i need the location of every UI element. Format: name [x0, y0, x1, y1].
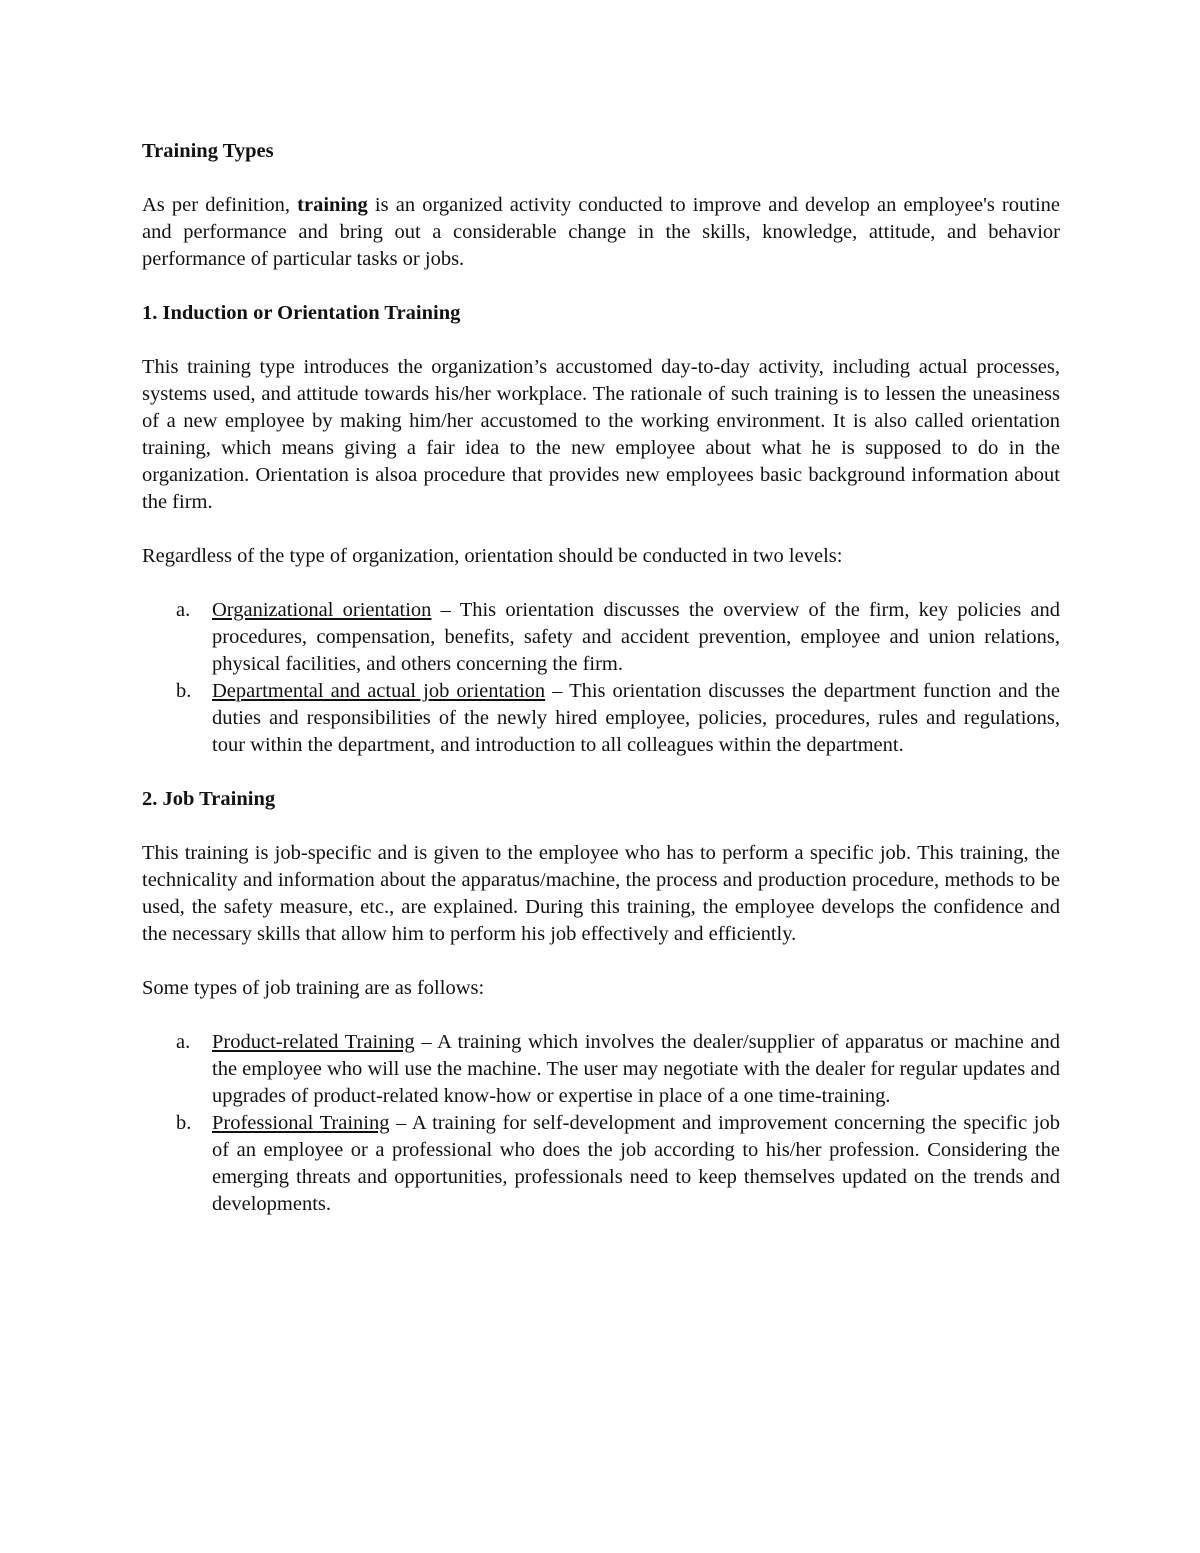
list-marker: b.	[176, 680, 192, 702]
job-training-types-list	[142, 1029, 1060, 1218]
intro-text-after: is an organized activity conducted to improve and develop an employee's routine and performance and bring out a considerable change in the skills, knowledge, attitude, and behavior performance of particular tasks or jobs.	[142, 194, 1060, 270]
list-item-term: Product-related Training	[212, 1031, 415, 1053]
orientation-levels-list	[142, 597, 1060, 759]
list-item	[142, 1110, 1060, 1218]
intro-text-before: As per definition,	[142, 194, 298, 216]
list-item-text: – A training for self-development and improvement concerning the specific job of an employee or a professional who does the job according to his/her profession. Considering the emerging threats and opportunities, professionals need to keep themselves updated on the trends and developments.	[212, 1112, 1060, 1215]
document-page	[142, 138, 1060, 1245]
section-1-heading: 1. Induction or Orientation Training	[142, 302, 461, 324]
document-title: Training Types	[142, 140, 274, 162]
list-item	[142, 597, 1060, 678]
list-marker: a.	[176, 599, 191, 621]
list-item-text: – A training which involves the dealer/supplier of apparatus or machine and the employee who will use the machine. The user may negotiate with the dealer for regular updates and upgrades of product-related know-how or expertise in place of a one time-training.	[212, 1031, 1060, 1107]
list-item	[142, 1029, 1060, 1110]
list-item-term: Professional Training	[212, 1112, 390, 1134]
section-2-paragraph: This training is job-specific and is given to the employee who has to perform a specific job. This training, the technicality and information about the apparatus/machine, the process and production procedure, methods to be used, the safety measure, etc., are explained. During this training, the employee develops the confidence and the necessary skills that allow him to perform his job effectively and efficiently.	[142, 842, 1060, 945]
section-1-paragraph: This training type introduces the organization’s accustomed day-to-day activity, including actual processes, systems used, and attitude towards his/her workplace. The rationale of such training is to lessen the uneasiness of a new employee by making him/her accustomed to the working environment. It is also called orientation training, which means giving a fair idea to the new employee about what he is supposed to do in the organization. Orientation is alsoa procedure that provides new employees basic background information about the firm.	[142, 356, 1060, 513]
section-2-types-intro: Some types of job training are as follows:	[142, 977, 485, 999]
list-item	[142, 678, 1060, 759]
list-item-text: – This orientation discusses the department function and the duties and responsibilities of the newly hired employee, policies, procedures, rules and regulations, tour within the department, and introduction to all colleagues within the department.	[212, 680, 1060, 756]
list-item-term: Departmental and actual job orientation	[212, 680, 546, 702]
intro-paragraph	[142, 192, 1060, 273]
list-marker: a.	[176, 1031, 191, 1053]
list-item-text: – This orientation discusses the overview of the firm, key policies and procedures, compensation, benefits, safety and accident prevention, employee and union relations, physical facilities, and others concerning the firm.	[212, 599, 1060, 675]
section-1-levels-intro: Regardless of the type of organization, orientation should be conducted in two levels:	[142, 545, 843, 567]
intro-bold-term: training	[297, 194, 368, 216]
list-marker: b.	[176, 1112, 192, 1134]
section-2-heading: 2. Job Training	[142, 788, 276, 810]
list-item-term: Organizational orientation	[212, 599, 432, 621]
